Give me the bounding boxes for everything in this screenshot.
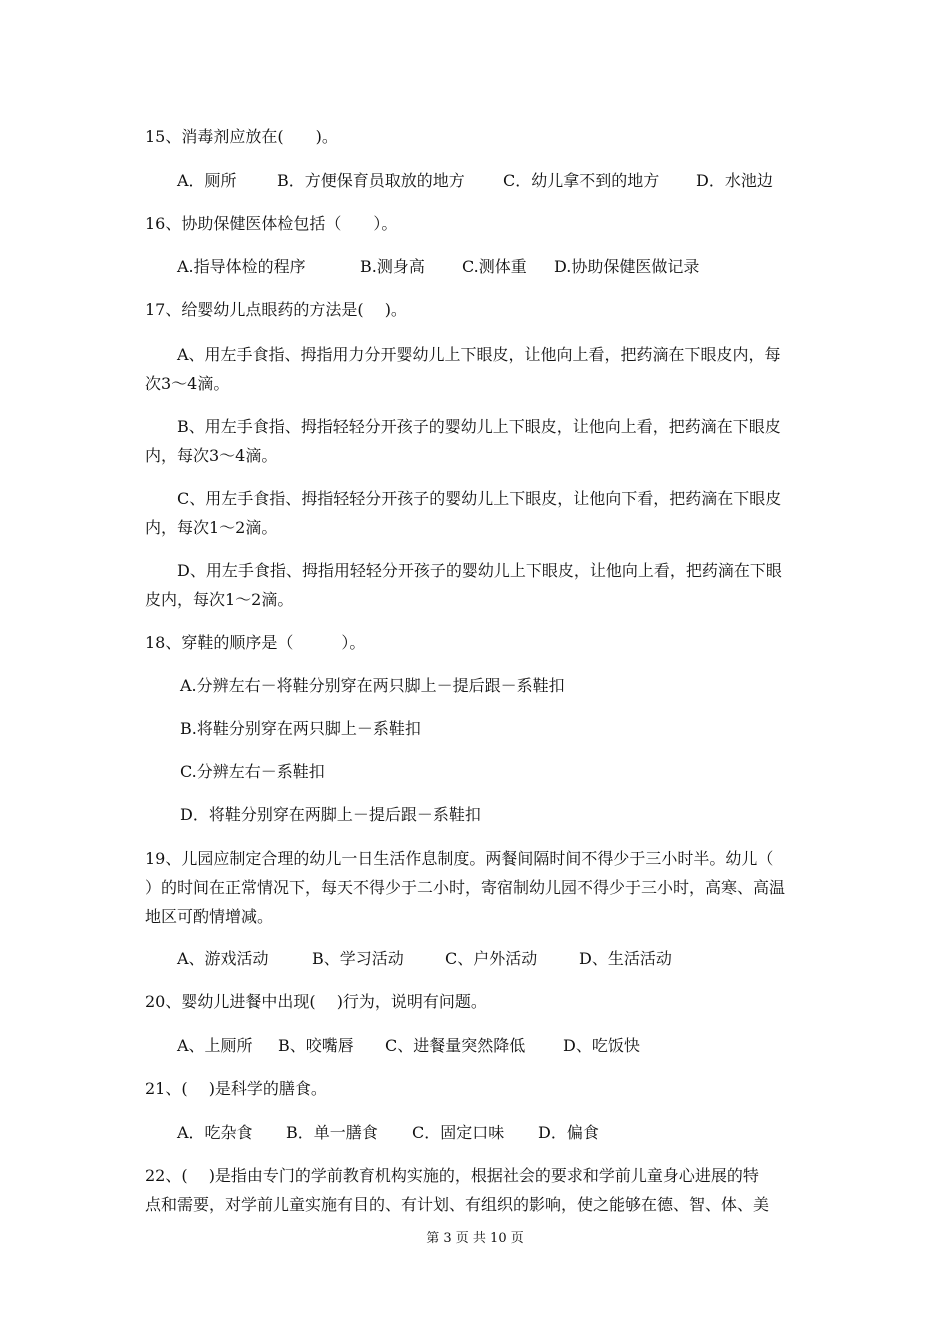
question-17-option-a-line1: A、用左手食指、拇指用力分开婴幼儿上下眼皮，让他向上看，把药滴在下眼皮内，每 xyxy=(177,345,781,364)
question-19-option-c: C、户外活动 xyxy=(445,949,538,968)
question-17-option-b-line1: B、用左手食指、拇指轻轻分开孩子的婴幼儿上下眼皮，让他向上看，把药滴在下眼皮 xyxy=(177,417,781,436)
question-18-option-d: D．将鞋分别穿在两脚上－提后跟－系鞋扣 xyxy=(180,805,481,824)
question-17-option-c-line2: 内，每次1～2滴。 xyxy=(145,518,278,537)
question-19-option-a: A、游戏活动 xyxy=(177,949,269,968)
question-19-stem-line1: 19、儿园应制定合理的幼儿一日生活作息制度。两餐间隔时间不得少于三小时半。幼儿（ xyxy=(145,849,774,868)
question-16-options xyxy=(145,256,810,278)
question-18-option-c: C.分辨左右－系鞋扣 xyxy=(180,762,325,781)
question-20-options xyxy=(145,1035,810,1057)
question-22-stem-line1: 22、( )是指由专门的学前教育机构实施的，根据社会的要求和学前儿童身心进展的特 xyxy=(145,1166,759,1185)
question-17-option-c-line1: C、用左手食指、拇指轻轻分开孩子的婴幼儿上下眼皮，让他向下看，把药滴在下眼皮 xyxy=(177,489,782,508)
question-20-stem: 20、婴幼儿进餐中出现( )行为，说明有问题。 xyxy=(145,992,487,1011)
question-20-option-b: B、咬嘴唇 xyxy=(278,1036,354,1055)
question-19-stem-line3: 地区可酌情增减。 xyxy=(145,907,274,926)
question-18-option-a: A.分辨左右－将鞋分别穿在两只脚上－提后跟－系鞋扣 xyxy=(180,676,565,695)
question-21-option-a: A．吃杂食 xyxy=(177,1123,253,1142)
question-21-option-b: B．单一膳食 xyxy=(286,1123,378,1142)
question-16-option-b: B.测身高 xyxy=(360,257,425,276)
question-21-options xyxy=(145,1122,810,1144)
question-15-stem: 15、消毒剂应放在( )。 xyxy=(145,127,338,146)
question-15-option-a: A．厕所 xyxy=(177,171,237,190)
question-17-option-d-line2: 皮内，每次1～2滴。 xyxy=(145,590,294,609)
question-21-option-d: D．偏食 xyxy=(538,1123,599,1142)
question-15-option-d: D．水池边 xyxy=(696,171,773,190)
question-16-option-c: C.测体重 xyxy=(462,257,527,276)
question-18-option-b: B.将鞋分别穿在两只脚上－系鞋扣 xyxy=(180,719,421,738)
question-15-options xyxy=(145,170,810,192)
question-19-stem-line2: ）的时间在正常情况下，每天不得少于二小时，寄宿制幼儿园不得少于三小时，高寒、高温 xyxy=(145,878,786,897)
question-15-option-c: C．幼儿拿不到的地方 xyxy=(503,171,660,190)
question-19-options xyxy=(145,948,810,970)
question-19-option-b: B、学习活动 xyxy=(312,949,404,968)
question-16-option-a: A.指导体检的程序 xyxy=(177,257,306,276)
question-22-stem-line2: 点和需要，对学前儿童实施有目的、有计划、有组织的影响，使之能够在德、智、体、美 xyxy=(145,1195,770,1214)
question-19-option-d: D、生活活动 xyxy=(579,949,672,968)
question-16-stem: 16、协助保健医体检包括（ ）。 xyxy=(145,214,398,233)
question-16-option-d: D.协助保健医做记录 xyxy=(554,257,700,276)
question-17-stem: 17、给婴幼儿点眼药的方法是( )。 xyxy=(145,300,407,319)
question-17-option-d-line1: D、用左手食指、拇指用轻轻分开孩子的婴幼儿上下眼皮，让他向上看，把药滴在下眼 xyxy=(177,561,782,580)
question-20-option-d: D、吃饭快 xyxy=(563,1036,640,1055)
question-20-option-c: C、进餐量突然降低 xyxy=(385,1036,526,1055)
question-17-option-a-line2: 次3～4滴。 xyxy=(145,374,230,393)
question-20-option-a: A、上厕所 xyxy=(177,1036,253,1055)
question-21-stem: 21、( )是科学的膳食。 xyxy=(145,1079,327,1098)
question-18-stem: 18、穿鞋的顺序是（ ）。 xyxy=(145,633,366,652)
question-17-option-b-line2: 内，每次3～4滴。 xyxy=(145,446,278,465)
page-number-footer: 第 3 页 共 10 页 xyxy=(426,1231,524,1246)
question-21-option-c: C．固定口味 xyxy=(412,1123,505,1142)
question-15-option-b: B．方便保育员取放的地方 xyxy=(277,171,465,190)
